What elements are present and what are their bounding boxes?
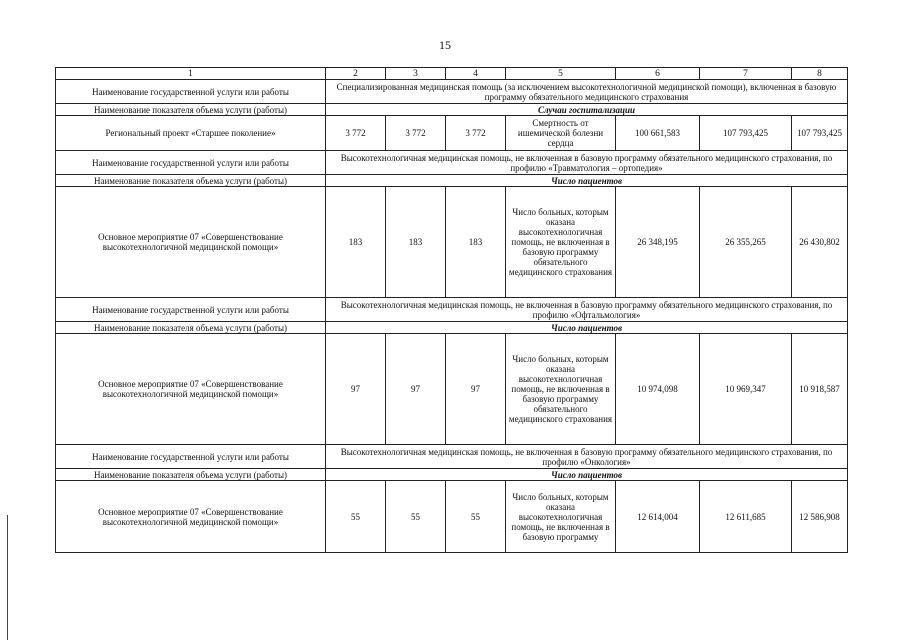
- cell-col4: 97: [446, 334, 506, 445]
- service-name: Высокотехнологичная медицинская помощь, не включенная в базовую программу обязательного медицинского страхования, по профилю «Онкология»: [326, 445, 848, 469]
- scan-margin-line: [7, 515, 8, 640]
- cell-col5: Смертность от ишемической болезни сердца: [506, 116, 616, 151]
- cell-col8: 12 586,908: [792, 481, 848, 553]
- service-name: Специализированная медицинская помощь (за исключением высокотехнологичной медицинской помощи), включенная в базовую программу обязательного медицинского страхования: [326, 80, 848, 104]
- table-row: [56, 116, 848, 151]
- column-number: 3: [386, 68, 446, 80]
- column-number: 7: [700, 68, 792, 80]
- indicator-label: Наименование показателя объема услуги (работы): [56, 322, 326, 334]
- cell-col5: Число больных, которым оказана высокотехнологичная помощь, не включенная в базовую программу: [506, 481, 616, 553]
- cell-col2: 183: [326, 187, 386, 298]
- indicator-label: Наименование показателя объема услуги (работы): [56, 469, 326, 481]
- cell-col3: 55: [386, 481, 446, 553]
- service-row: [56, 298, 848, 322]
- service-label: Наименование государственной услуги или работы: [56, 445, 326, 469]
- cell-col2: 3 772: [326, 116, 386, 151]
- indicator-value: Число пациентов: [326, 175, 848, 187]
- cell-col8: 10 918,587: [792, 334, 848, 445]
- service-row: [56, 80, 848, 104]
- cell-col6: 100 661,583: [616, 116, 700, 151]
- row-name: Основное мероприятие 07 «Совершенствование высокотехнологичной медицинской помощи»: [56, 334, 326, 445]
- cell-col7: 12 611,685: [700, 481, 792, 553]
- cell-col2: 55: [326, 481, 386, 553]
- indicator-label: Наименование показателя объема услуги (работы): [56, 104, 326, 116]
- cell-col7: 26 355,265: [700, 187, 792, 298]
- service-row: [56, 151, 848, 175]
- cell-col3: 3 772: [386, 116, 446, 151]
- column-number: 8: [792, 68, 848, 80]
- service-label: Наименование государственной услуги или работы: [56, 80, 326, 104]
- indicator-row: [56, 469, 848, 481]
- column-number-row: [56, 68, 848, 80]
- data-table: [55, 67, 848, 553]
- column-number: 4: [446, 68, 506, 80]
- cell-col6: 10 974,098: [616, 334, 700, 445]
- column-number: 2: [326, 68, 386, 80]
- cell-col8: 26 430,802: [792, 187, 848, 298]
- cell-col7: 107 793,425: [700, 116, 792, 151]
- service-label: Наименование государственной услуги или работы: [56, 151, 326, 175]
- row-name: Региональный проект «Старшее поколение»: [56, 116, 326, 151]
- indicator-value: Число пациентов: [326, 469, 848, 481]
- row-name: Основное мероприятие 07 «Совершенствование высокотехнологичной медицинской помощи»: [56, 187, 326, 298]
- cell-col4: 55: [446, 481, 506, 553]
- cell-col6: 26 348,195: [616, 187, 700, 298]
- service-label: Наименование государственной услуги или работы: [56, 298, 326, 322]
- indicator-label: Наименование показателя объема услуги (работы): [56, 175, 326, 187]
- cell-col3: 183: [386, 187, 446, 298]
- cell-col5: Число больных, которым оказана высокотехнологичная помощь, не включенная в базовую программу обязательного медицинского страхования: [506, 334, 616, 445]
- cell-col6: 12 614,004: [616, 481, 700, 553]
- table-row: [56, 334, 848, 445]
- indicator-row: [56, 175, 848, 187]
- cell-col3: 97: [386, 334, 446, 445]
- cell-col7: 10 969,347: [700, 334, 792, 445]
- service-name: Высокотехнологичная медицинская помощь, не включенная в базовую программу обязательного медицинского страхования, по профилю «Травматология – ортопедия»: [326, 151, 848, 175]
- cell-col4: 3 772: [446, 116, 506, 151]
- table-row: [56, 481, 848, 553]
- cell-col2: 97: [326, 334, 386, 445]
- indicator-row: [56, 104, 848, 116]
- cell-col8: 107 793,425: [792, 116, 848, 151]
- indicator-value: Число пациентов: [326, 322, 848, 334]
- cell-col5: Число больных, которым оказана высокотехнологичная помощь, не включенная в базовую программу обязательного медицинского страхования: [506, 187, 616, 298]
- service-row: [56, 445, 848, 469]
- indicator-value: Случаи госпитализации: [326, 104, 848, 116]
- indicator-row: [56, 322, 848, 334]
- row-name: Основное мероприятие 07 «Совершенствование высокотехнологичной медицинской помощи»: [56, 481, 326, 553]
- column-number: 6: [616, 68, 700, 80]
- column-number: 5: [506, 68, 616, 80]
- column-number: 1: [56, 68, 326, 80]
- page-number: 15: [439, 38, 451, 52]
- cell-col4: 183: [446, 187, 506, 298]
- table-row: [56, 187, 848, 298]
- service-name: Высокотехнологичная медицинская помощь, не включенная в базовую программу обязательного медицинского страхования, по профилю «Офтальмология»: [326, 298, 848, 322]
